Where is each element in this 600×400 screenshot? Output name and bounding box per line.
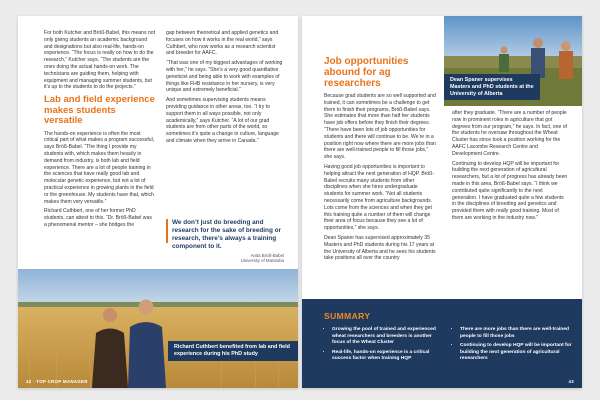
paragraph: Continuing to develop HQP will be important for building the next generation of agricultural researchers, but a lot of progress has already been made in this area, Bröß-Babel says. “I think we contributed quite significantly to the next generation. I have graduated quite a few students in the disciplines of breeding and genetics and provided them with really good training. Most of them are working in the industry now.” [452, 160, 568, 221]
wheat-field-photo [18, 269, 298, 388]
pull-quote-text: We don’t just do breeding and research for the sake of breeding or research, there’s always a training component to it. [172, 219, 282, 250]
summary-title: SUMMARY [324, 311, 371, 321]
paragraph: Dean Spaner has supervised approximately 35 Masters and PhD students during his 17 years at the University of Alberta and he sees his students take positions all over the country [324, 234, 436, 262]
right-column-1 [324, 52, 436, 265]
summary-item: • Real-life, hands-on experience is a critical success factor when training HQP [332, 350, 442, 363]
summary-item: • Continuing to develop HQP will be important for building the next generation of agricultural researchers [460, 343, 572, 363]
page-folio: 42 · TOP CROP MANAGER [26, 379, 88, 384]
paragraph: after they graduate. “There are a number of people now in prominent roles in agriculture that got degrees from our program,” he says. In fact, one of the students he oversaw throughout the Wheat Cluster has since took a position working for the AAFC Lacombe Research Centre and Development Centre. [452, 110, 567, 157]
paragraph: Richard Cuthbert, one of her former PhD students, can attest to this. “Dr. Bröß-Babel was a phenomenal mentor – she bridges the [44, 208, 152, 229]
summary-list [452, 327, 572, 366]
right-column-2 [452, 110, 568, 225]
left-column-2 [166, 30, 284, 148]
page-folio: 43 [568, 379, 574, 384]
paragraph: Having good job opportunities is important to helping attract the next generation of HQP. Bröß-Babel recruits many students from other disciplines when she hires undergraduate students for summer work. “Not all students necessarily come from agriculture backgrounds. Lots come from the sciences and when they get this training quite a number of them will change their area of focus because they see a lot of opportunities,” she says. [324, 163, 435, 232]
paragraph: For both Kutcher and Bröß-Babel, this means not only giving students an academic background and designations but also real-life, hands-on experience. “The focus is really on how to do the research,” Kutcher says. “The students are the ones doing the actual hands-on work. The technicians are guiding them, helping with equipment and managing summer students, but it’s up to the students to do the projects.” [44, 30, 155, 91]
summary-box [302, 299, 582, 388]
photo-caption: Richard Cuthbert benefited from lab and field experience during his PhD study [168, 341, 298, 361]
summary-item: • There are more jobs than there are well-trained people to fill those jobs [460, 327, 572, 340]
photo-caption: Dean Spaner supervises Masters and PhD students at the University of Alberta [444, 74, 540, 100]
wheat-field-photo-image [18, 269, 298, 388]
paragraph: The hands-on experience is often the most critical part of what makes a program successful, says Bröß-Babel. “The thing I provide my students with, which makes them heavily in demand from industry, is both lab and field experience. There are a lot of people training in the sciences that have really good lab and molecular genetic experience, but not a lot of practical experience in growing plants in the field or the greenhouse. My students have that, which makes them very versatile.” [44, 130, 155, 205]
left-column-1 [44, 30, 156, 232]
pull-quote [166, 219, 284, 264]
paragraph: Because grad students are so well supported and trained, it can sometimes be a challenge to get them to finish their programs, Bröß-Babel says. She estimates that more than half her students have job offers before they finish their degrees. “There have been lots of job opportunities for students and there will continue to be. We’re in a position right now where there are more jobs than there are well-trained people to fill those jobs,” she says. [324, 93, 436, 161]
quote-accent-bar [166, 219, 168, 243]
section-heading: Lab and field experience makes students versatile [44, 94, 155, 127]
paragraph: “That was one of my biggest advantages of working with her,” he says. “She’s a very good quantitative geneticist and being able to work with examples of things like FHB resistance in her nursery, is very unique and extremely beneficial.” [166, 60, 283, 94]
field-trial-photo [444, 16, 582, 106]
attribution-org: University of Manitoba [240, 258, 284, 264]
paragraph: And sometimes supervising students means providing guidance in other areas, too. “I try to support them in all ways possible, not only academically,” says Kutcher. “A lot of our grad students are from other parts of the world, so sometimes it’s quite a change in culture, language and climate when they arrive in Canada.” [166, 97, 279, 144]
section-heading: Job opportunities abound for ag researchers [324, 56, 409, 89]
summary-item: • Growing the pool of trained and experienced wheat researchers and breeders is another focus of the Wheat Cluster [332, 327, 442, 347]
attribution-name: Anita Bröß-Babel [250, 253, 284, 258]
paragraph: gap between theoretical and applied genetics and focuses on how it works in the real world,” says Cuthbert, who now works as a research scientist and breeder for AAFC. [166, 30, 279, 57]
pull-quote-attribution [172, 253, 284, 264]
right-page [302, 16, 582, 388]
left-page [18, 16, 298, 388]
summary-list [324, 327, 442, 366]
